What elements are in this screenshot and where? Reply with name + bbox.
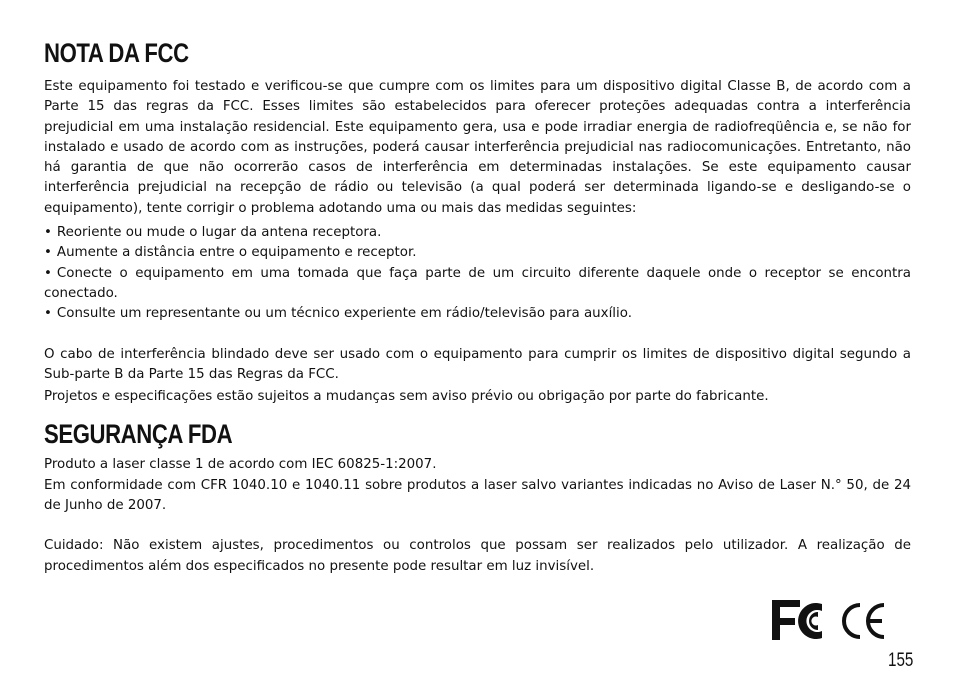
fcc-section-title: NOTA DA FCC xyxy=(44,38,189,68)
fcc-cable-note: O cabo de interferência blindado deve ser usado com o equipamento para cumprir os limites de dispositivo digital segundo a Sub-parte B da Parte 15 das Regras da FCC. xyxy=(44,346,911,382)
fcc-intro-paragraph: Este equipamento foi testado e verificou-se que cumpre com os limites para um dispositivo digital Classe B, de acordo com a Parte 15 das regras da FCC. Esses limites são estabelecidos para oferecer proteções adequadas contra a interferência prejudicial em uma instalação residencial. Este equipamento gera, usa e pode irradiar energia de radiofreqüência e, se não for instalado e usado de acordo com as instruções, poderá causar interferência prejudicial nas radiocomunicações. Entretanto, não há garantia de que não ocorrerão casos de interferência em determinadas instalações. Se este equipamento causar interferência prejudicial na recepção de rádio ou televisão (a qual poderá ser determinada ligando-se e desligando-se o equipamento), tente corrigir o problema adotando uma ou mais das medidas seguintes: xyxy=(44,79,911,216)
document-page xyxy=(44,36,911,577)
list-item-text: Consulte um representante ou um técnico experiente em rádio/televisão para auxílio. xyxy=(56,306,632,322)
bullet-mark: • xyxy=(44,245,52,261)
bullet-mark: • xyxy=(44,265,52,281)
list-item xyxy=(44,264,911,305)
list-item-text: Conecte o equipamento em uma tomada que faça parte de um circuito diferente daquele onde o receptor se encontra conectado. xyxy=(44,265,911,301)
certification-logos xyxy=(770,598,890,644)
fda-cfr-line: Em conformidade com CFR 1040.10 e 1040.11 sobre produtos a laser salvo variantes indicadas no Aviso de Laser N.° 50, de 24 de Junho de 2007. xyxy=(44,477,911,514)
list-item-text: Reoriente ou mude o lugar da antena receptora. xyxy=(56,225,382,241)
fcc-measures-list xyxy=(44,223,911,324)
spacer xyxy=(44,516,911,536)
list-item-text: Aumente a distância entre o equipamento e receptor. xyxy=(56,245,417,261)
bullet-mark: • xyxy=(44,306,52,322)
page-number: 155 xyxy=(888,650,914,671)
ce-mark xyxy=(844,605,884,637)
spacer xyxy=(44,325,911,345)
list-item xyxy=(44,243,911,263)
fcc-spec-note: Projetos e especificações estão sujeitos a mudanças sem aviso prévio ou obrigação por parte do fabricante. xyxy=(44,389,769,405)
fcc-logo xyxy=(772,600,822,640)
fda-caution-paragraph: Cuidado: Não existem ajustes, procedimentos ou controlos que possam ser realizados pelo utilizador. A realização de procedimentos além dos especificados no presente pode resultar em luz invisível. xyxy=(44,538,911,574)
fda-section-title: SEGURANÇA FDA xyxy=(44,419,233,450)
bullet-mark: • xyxy=(44,225,52,241)
list-item xyxy=(44,223,911,243)
list-item xyxy=(44,304,911,324)
fda-class-line: Produto a laser classe 1 de acordo com IEC 60825-1:2007. xyxy=(44,457,437,473)
